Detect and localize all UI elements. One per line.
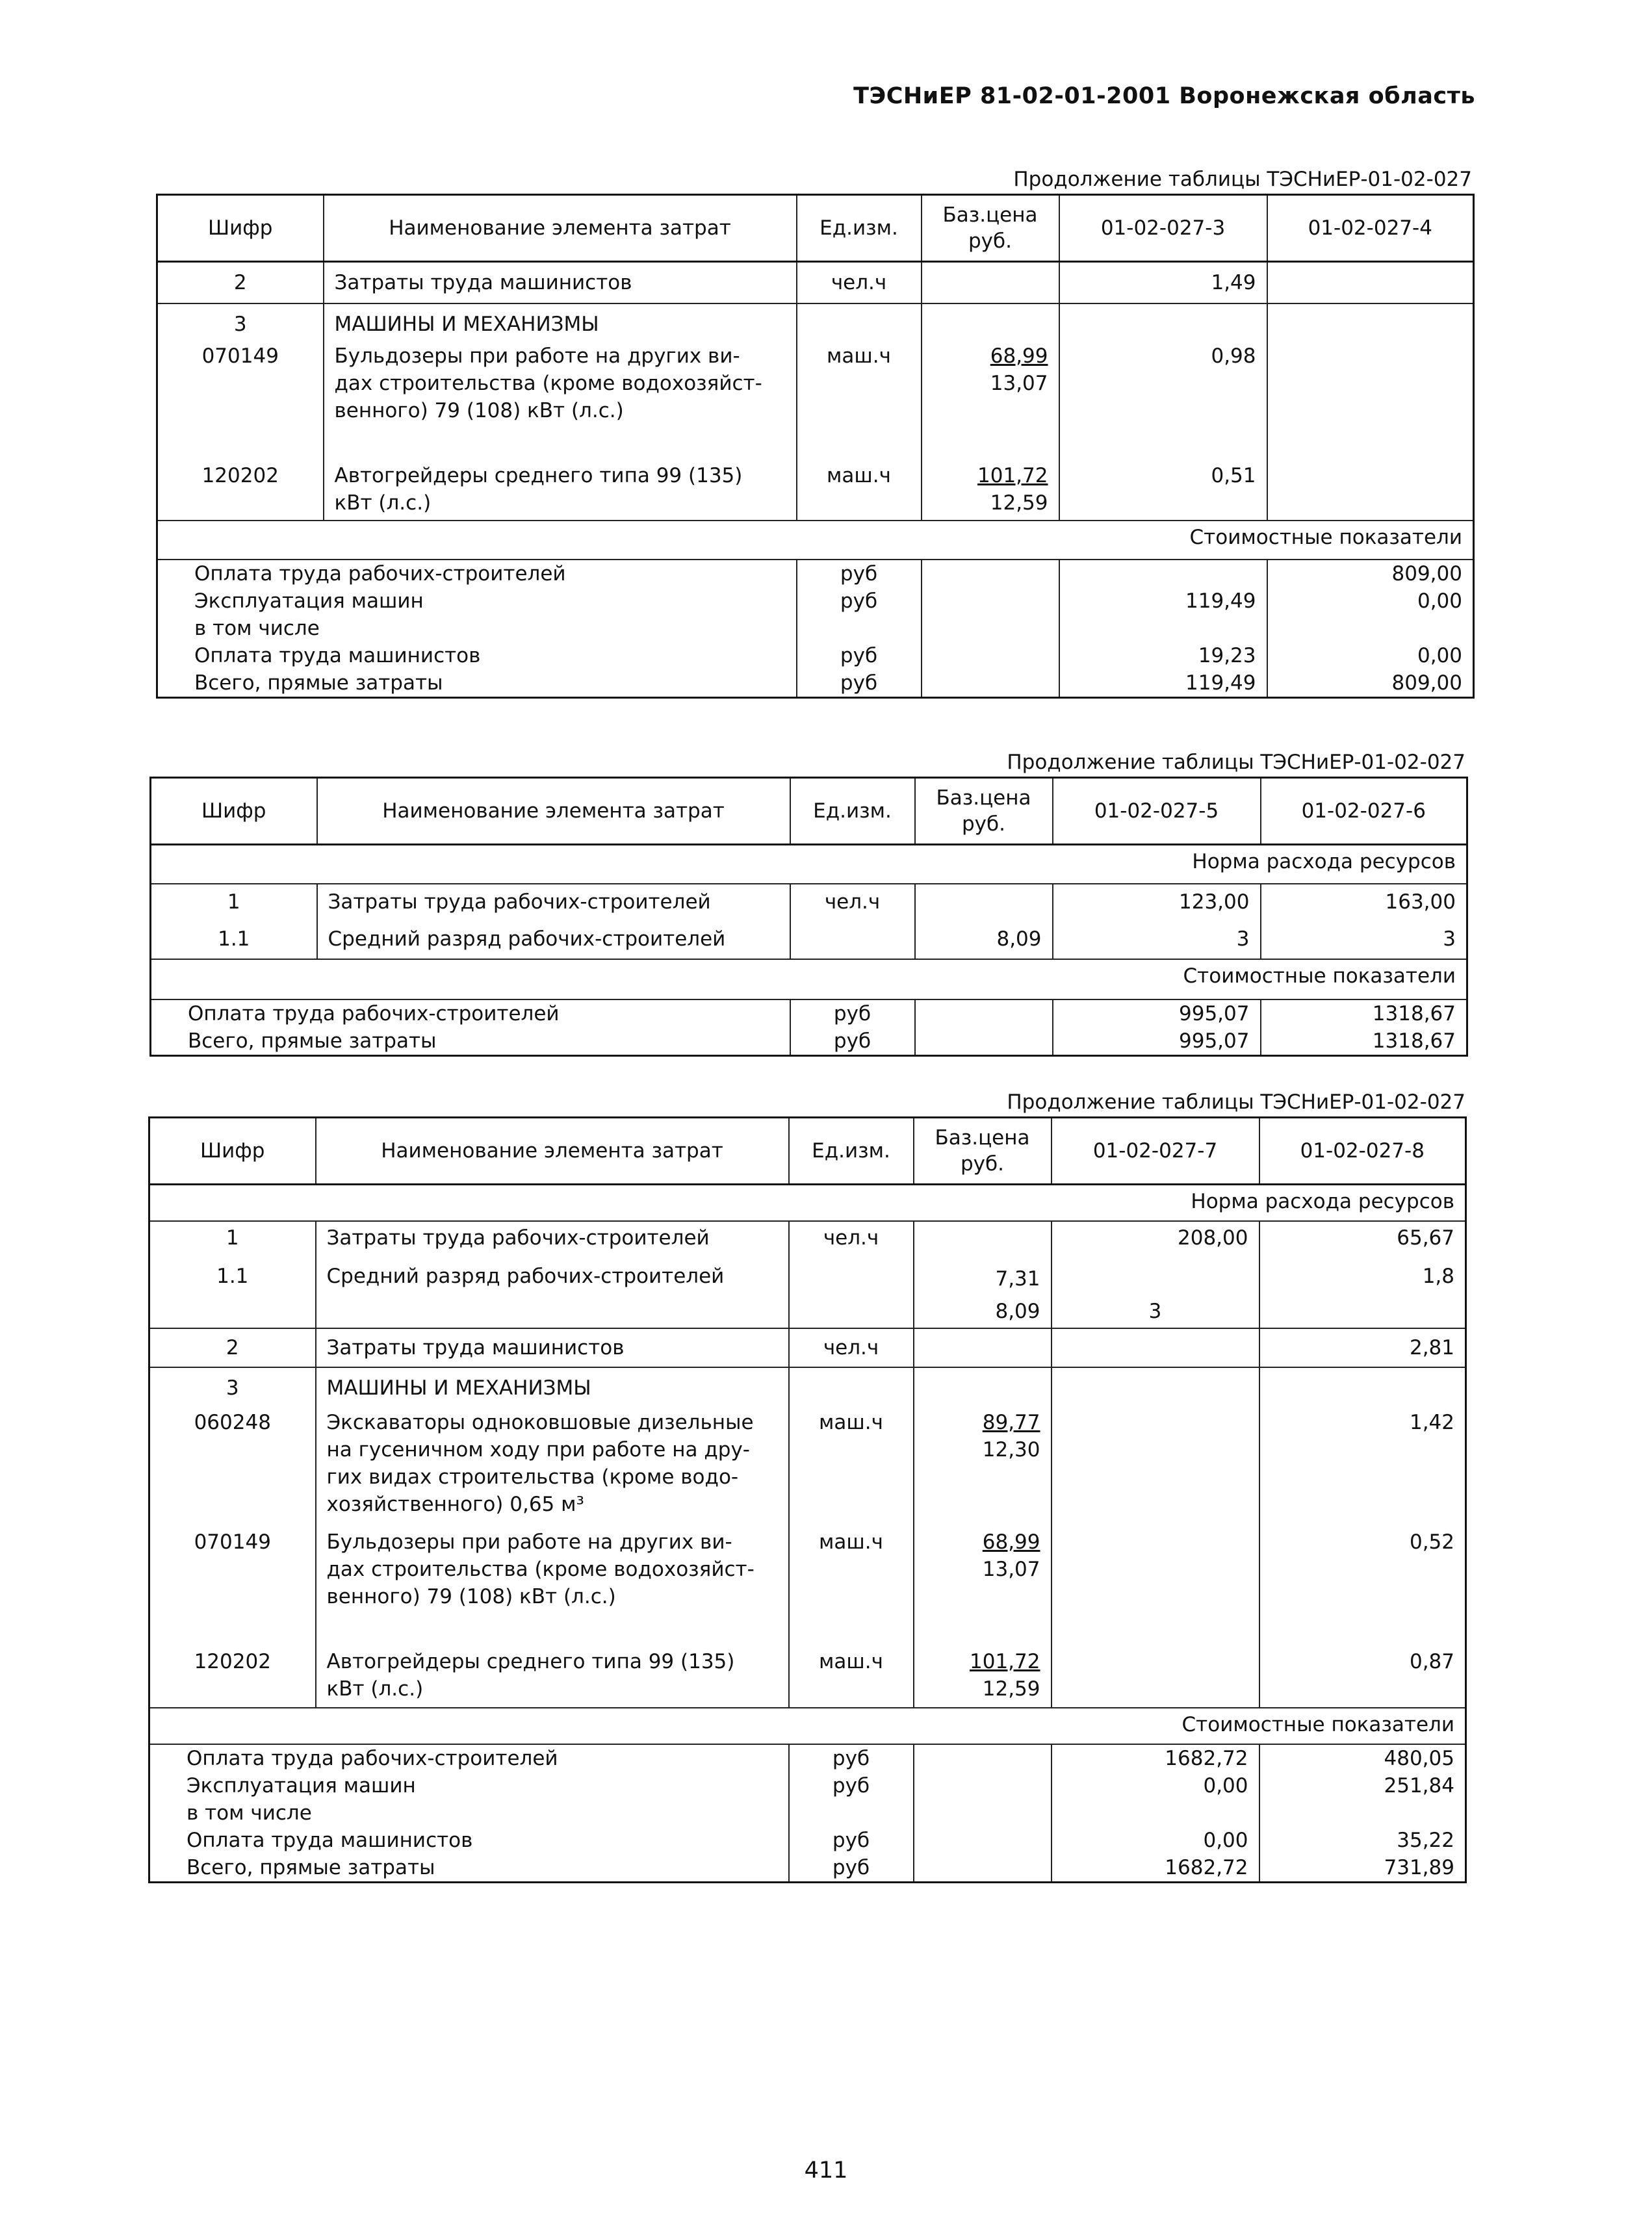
section-row — [149, 1708, 1466, 1744]
summary-value-a — [1059, 615, 1267, 642]
row-value-b: 3 — [1261, 921, 1467, 959]
row-name: Затраты труда рабочих-строителей — [316, 1221, 789, 1257]
row-code: 2 — [149, 1328, 316, 1367]
row-unit: чел.ч — [789, 1221, 914, 1257]
row-price-base: 101,72 — [970, 1649, 1040, 1673]
row-name: Затраты труда машинистов — [324, 262, 797, 303]
header-price — [915, 778, 1053, 845]
summary-row — [149, 1744, 1466, 1772]
table1-continuation: Продолжение таблицы ТЭСНиЕР-01-02-027 — [1013, 168, 1472, 191]
summary-label: Эксплуатация машин — [149, 1772, 789, 1799]
page-number: 411 — [804, 2158, 848, 2184]
row-value-b: 0,52 — [1259, 1528, 1466, 1648]
summary-value-a: 19,23 — [1059, 642, 1267, 669]
section-label: Норма расхода ресурсов — [149, 1185, 1466, 1221]
header-col-b: 01-02-027-4 — [1267, 195, 1474, 262]
row-price — [914, 1648, 1052, 1708]
section-label: Стоимостные показатели — [151, 959, 1467, 999]
table-row — [149, 1409, 1466, 1528]
summary-value-a: 119,49 — [1059, 587, 1267, 615]
header-unit: Ед.изм. — [797, 195, 922, 262]
section-label: Норма расхода ресурсов — [151, 845, 1467, 884]
table-row — [149, 1221, 1466, 1257]
summary-value-a: 995,07 — [1053, 1027, 1261, 1056]
summary-row — [151, 999, 1467, 1027]
row-price — [914, 1221, 1052, 1257]
summary-label: Оплата труда рабочих-строителей — [149, 1744, 789, 1772]
summary-label: Эксплуатация машин — [157, 587, 797, 615]
summary-label: Всего, прямые затраты — [157, 669, 797, 698]
summary-label: в том числе — [157, 615, 797, 642]
row-name: Затраты труда рабочих-строителей — [317, 884, 790, 921]
row-value-b: 163,00 — [1261, 884, 1467, 921]
row-code: 1 — [151, 884, 317, 921]
summary-label: в том числе — [149, 1799, 789, 1827]
summary-value-a: 0,00 — [1052, 1827, 1259, 1854]
table-row — [157, 462, 1474, 521]
row-price-wage: 13,07 — [982, 1557, 1040, 1581]
row-unit: чел.ч — [789, 1328, 914, 1367]
header-col-a: 01-02-027-5 — [1053, 778, 1261, 845]
section-row — [149, 1185, 1466, 1221]
summary-value-b: 480,05 — [1259, 1744, 1466, 1772]
summary-row — [149, 1799, 1466, 1827]
row-code: 070149 — [157, 342, 324, 462]
summary-row — [157, 560, 1474, 587]
row-name: Экскаваторы одноковшовые дизельные на гусеничном ходу при работе на дру- гих видах строительства (кроме водо- хозяйственного) 0,65 м³ — [316, 1409, 789, 1528]
row-unit: маш.ч — [789, 1409, 914, 1528]
table-row — [149, 1528, 1466, 1648]
summary-value-a: 1682,72 — [1052, 1854, 1259, 1883]
row-code: 070149 — [149, 1528, 316, 1648]
row-value-b: 1,42 — [1259, 1409, 1466, 1528]
summary-label: Всего, прямые затраты — [151, 1027, 790, 1056]
row-value-a: 0,51 — [1059, 462, 1267, 521]
row-price-base: 89,77 — [982, 1410, 1040, 1434]
summary-label: Оплата труда рабочих-строителей — [157, 560, 797, 587]
summary-value-b: 731,89 — [1259, 1854, 1466, 1883]
summary-value-b: 0,00 — [1267, 642, 1474, 669]
row-value-b: 0,87 — [1259, 1648, 1466, 1708]
summary-label: Оплата труда рабочих-строителей — [151, 999, 790, 1027]
row-name: Автогрейдеры среднего типа 99 (135) кВт (л.с.) — [324, 462, 797, 521]
header-col-a: 01-02-027-3 — [1059, 195, 1267, 262]
table3-continuation: Продолжение таблицы ТЭСНиЕР-01-02-027 — [1007, 1090, 1465, 1114]
summary-unit: руб — [789, 1744, 914, 1772]
row-unit — [789, 1257, 914, 1328]
table-row — [149, 1367, 1466, 1409]
row-unit: маш.ч — [789, 1528, 914, 1648]
table-row — [149, 1648, 1466, 1708]
summary-value-a — [1059, 560, 1267, 587]
summary-row — [149, 1827, 1466, 1854]
summary-value-a: 995,07 — [1053, 999, 1261, 1027]
summary-unit: руб — [789, 1854, 914, 1883]
row-price-wage: 12,59 — [982, 1677, 1040, 1701]
summary-label: Всего, прямые затраты — [149, 1854, 789, 1883]
row-code: 120202 — [149, 1648, 316, 1708]
row-price-base: 7,31 — [995, 1267, 1040, 1291]
summary-value-b — [1267, 615, 1474, 642]
row-price-wage: 13,07 — [990, 371, 1048, 395]
header-name: Наименование элемента затрат — [316, 1118, 789, 1185]
header-unit: Ед.изм. — [789, 1118, 914, 1185]
row-unit: маш.ч — [797, 462, 922, 521]
header-col-b: 01-02-027-8 — [1259, 1118, 1466, 1185]
section-row — [151, 845, 1467, 884]
section-row — [151, 959, 1467, 999]
summary-unit: руб — [789, 1772, 914, 1799]
table-row — [157, 303, 1474, 342]
summary-value-a: 0,00 — [1052, 1772, 1259, 1799]
row-name: Средний разряд рабочих-строителей — [317, 921, 790, 959]
summary-value-b: 0,00 — [1267, 587, 1474, 615]
summary-value-a: 1682,72 — [1052, 1744, 1259, 1772]
row-price — [915, 884, 1053, 921]
table-row — [151, 884, 1467, 921]
summary-row — [157, 587, 1474, 615]
row-price — [922, 462, 1059, 521]
row-code: 1.1 — [151, 921, 317, 959]
summary-unit: руб — [790, 999, 915, 1027]
summary-unit: руб — [797, 587, 922, 615]
header-unit: Ед.изм. — [790, 778, 915, 845]
row-price — [914, 1528, 1052, 1648]
summary-unit: руб — [789, 1827, 914, 1854]
row-value-b: 2,81 — [1259, 1328, 1466, 1367]
page-header-title: ТЭСНиЕР 81-02-01-2001 Воронежская область — [853, 83, 1475, 109]
row-value-b — [1267, 262, 1474, 303]
table1 — [156, 194, 1475, 699]
header-price-line2: руб. — [962, 812, 1005, 836]
row-unit: маш.ч — [789, 1648, 914, 1708]
row-name: Затраты труда машинистов — [316, 1328, 789, 1367]
summary-row — [157, 669, 1474, 698]
table3 — [148, 1116, 1467, 1883]
summary-unit: руб — [797, 669, 922, 698]
table-row — [157, 342, 1474, 462]
header-price-line2: руб. — [968, 229, 1012, 253]
header-col-b: 01-02-027-6 — [1261, 778, 1467, 845]
row-value-a — [1052, 1328, 1259, 1367]
row-price — [922, 342, 1059, 462]
table-row — [157, 262, 1474, 303]
row-name: МАШИНЫ И МЕХАНИЗМЫ — [324, 303, 797, 342]
row-value-a: 1,49 — [1059, 262, 1267, 303]
row-price-wage: 12,30 — [982, 1437, 1040, 1462]
row-code: 3 — [157, 303, 324, 342]
table-row — [151, 921, 1467, 959]
summary-row — [151, 1027, 1467, 1056]
row-value-b: 65,67 — [1259, 1221, 1466, 1257]
summary-row — [149, 1854, 1466, 1883]
row-price-base: 101,72 — [977, 463, 1048, 487]
summary-label: Оплата труда машинистов — [157, 642, 797, 669]
table2-header-row — [151, 778, 1467, 845]
row-name: Бульдозеры при работе на других ви- дах строительства (кроме водохозяйст- венного) 79 (108) кВт (л.с.) — [324, 342, 797, 462]
section-row — [157, 521, 1474, 560]
summary-value-a — [1052, 1799, 1259, 1827]
row-value-a: 3 — [1053, 921, 1261, 959]
table-row — [149, 1328, 1466, 1367]
row-unit: чел.ч — [797, 262, 922, 303]
table3-header-row — [149, 1118, 1466, 1185]
section-label: Стоимостные показатели — [149, 1708, 1466, 1744]
row-unit — [790, 921, 915, 959]
summary-value-b: 809,00 — [1267, 560, 1474, 587]
row-code: 1.1 — [149, 1257, 316, 1328]
row-price — [922, 262, 1059, 303]
header-name: Наименование элемента затрат — [324, 195, 797, 262]
row-value-b — [1267, 342, 1474, 462]
header-code: Шифр — [151, 778, 317, 845]
summary-value-b: 35,22 — [1259, 1827, 1466, 1854]
row-price-base: 68,99 — [982, 1530, 1040, 1554]
row-unit: маш.ч — [797, 342, 922, 462]
row-price — [914, 1257, 1052, 1328]
row-value-b — [1267, 462, 1474, 521]
table2 — [149, 777, 1468, 1057]
row-value-a: 208,00 — [1052, 1221, 1259, 1257]
section-label: Стоимостные показатели — [157, 521, 1474, 560]
row-value-a: 3 — [1052, 1257, 1259, 1328]
header-price — [914, 1118, 1052, 1185]
row-price-base: 68,99 — [990, 344, 1048, 368]
summary-value-b: 1318,67 — [1261, 1027, 1467, 1056]
summary-value-b: 251,84 — [1259, 1772, 1466, 1799]
row-price — [914, 1409, 1052, 1528]
row-unit: чел.ч — [790, 884, 915, 921]
row-name: МАШИНЫ И МЕХАНИЗМЫ — [316, 1367, 789, 1409]
table2-continuation: Продолжение таблицы ТЭСНиЕР-01-02-027 — [1007, 751, 1465, 774]
summary-row — [157, 642, 1474, 669]
summary-value-b — [1259, 1799, 1466, 1827]
row-value-a — [1052, 1409, 1259, 1528]
header-code: Шифр — [149, 1118, 316, 1185]
row-price: 8,09 — [915, 921, 1053, 959]
summary-unit: руб — [797, 560, 922, 587]
row-value-b: 1,8 — [1259, 1257, 1466, 1328]
row-price-wage: 12,59 — [990, 491, 1048, 515]
header-name: Наименование элемента затрат — [317, 778, 790, 845]
header-price-line1: Баз.цена — [936, 786, 1031, 810]
row-value-a — [1052, 1528, 1259, 1648]
table1-header-row — [157, 195, 1474, 262]
summary-unit: руб — [790, 1027, 915, 1056]
row-value-a: 0,98 — [1059, 342, 1267, 462]
summary-row — [149, 1772, 1466, 1799]
summary-row — [157, 615, 1474, 642]
header-price-line1: Баз.цена — [942, 203, 1038, 227]
header-code: Шифр — [157, 195, 324, 262]
header-col-a: 01-02-027-7 — [1052, 1118, 1259, 1185]
row-code: 120202 — [157, 462, 324, 521]
row-price-wage: 8,09 — [995, 1299, 1040, 1323]
summary-value-a: 119,49 — [1059, 669, 1267, 698]
header-price — [922, 195, 1059, 262]
summary-value-b: 809,00 — [1267, 669, 1474, 698]
row-name: Средний разряд рабочих-строителей — [316, 1257, 789, 1328]
row-value-a — [1052, 1648, 1259, 1708]
summary-unit — [797, 615, 922, 642]
summary-label: Оплата труда машинистов — [149, 1827, 789, 1854]
row-name: Автогрейдеры среднего типа 99 (135) кВт (л.с.) — [316, 1648, 789, 1708]
header-price-line1: Баз.цена — [935, 1126, 1030, 1150]
row-name: Бульдозеры при работе на других ви- дах строительства (кроме водохозяйст- венного) 79 (108) кВт (л.с.) — [316, 1528, 789, 1648]
summary-value-b: 1318,67 — [1261, 999, 1467, 1027]
summary-unit — [789, 1799, 914, 1827]
row-code: 2 — [157, 262, 324, 303]
header-price-line2: руб. — [961, 1152, 1004, 1176]
row-price — [914, 1328, 1052, 1367]
summary-unit: руб — [797, 642, 922, 669]
row-code: 060248 — [149, 1409, 316, 1528]
row-code: 1 — [149, 1221, 316, 1257]
table-row — [149, 1257, 1466, 1328]
row-value-a: 123,00 — [1053, 884, 1261, 921]
row-code: 3 — [149, 1367, 316, 1409]
